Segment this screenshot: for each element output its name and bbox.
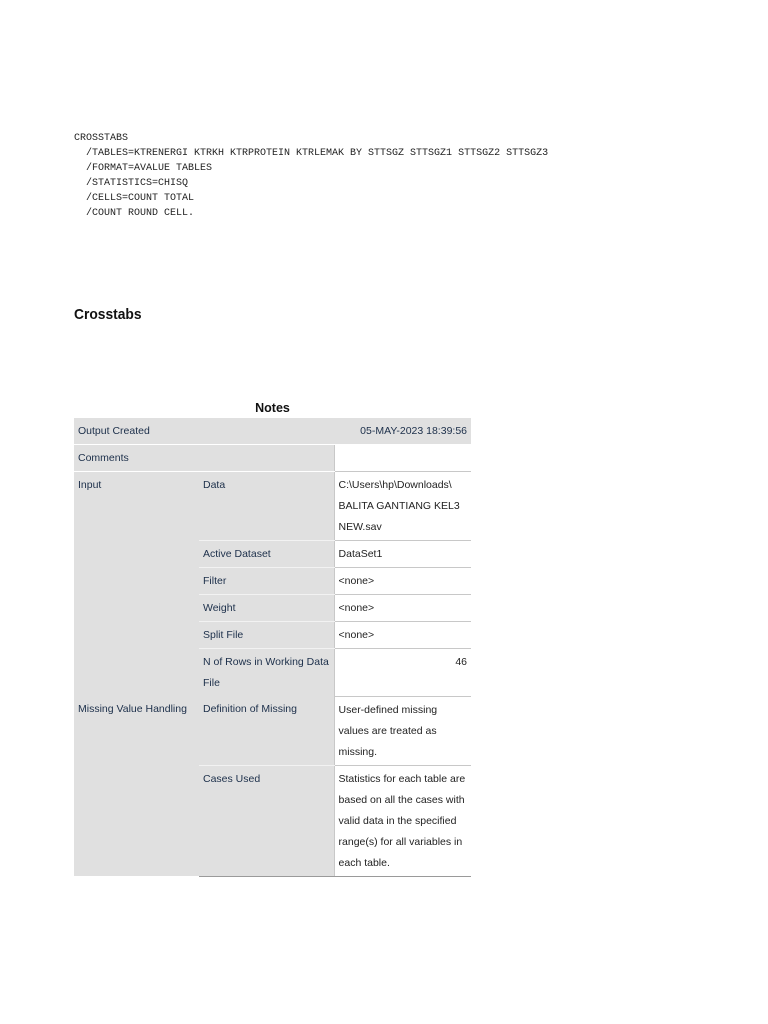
table-row (74, 472, 471, 541)
row-label: Filter (199, 568, 334, 595)
section-heading: Crosstabs (74, 306, 142, 323)
group-label: Missing Value Handling (74, 696, 199, 876)
group-label: Input (74, 472, 199, 697)
syntax-line: /FORMAT=AVALUE TABLES (74, 163, 213, 174)
row-label: Comments (74, 445, 334, 472)
syntax-line: /TABLES=KTRENERGI KTRKH KTRPROTEIN KTRLEMAK BY STTSGZ STTSGZ1 STTSGZ2 STTSGZ3 (74, 148, 549, 159)
row-label: Data (199, 472, 334, 541)
cell-value: DataSet1 (334, 541, 471, 568)
syntax-line: /STATISTICS=CHISQ (74, 178, 189, 189)
table-row (74, 696, 471, 765)
row-label: Output Created (74, 418, 334, 445)
notes-title: Notes (255, 401, 290, 415)
row-label: N of Rows in Working Data File (199, 649, 334, 697)
row-label: Active Dataset (199, 541, 334, 568)
table-row (74, 418, 471, 445)
row-label: Definition of Missing (199, 696, 334, 765)
cell-value: C:\Users\hp\Downloads\ BALITA GANTIANG KEL3 NEW.sav (334, 472, 471, 541)
cell-value: 05-MAY-2023 18:39:56 (334, 418, 471, 445)
syntax-line: CROSSTABS (74, 133, 129, 144)
cell-value: <none> (334, 622, 471, 649)
syntax-line: /CELLS=COUNT TOTAL (74, 193, 195, 204)
syntax-block (74, 131, 548, 221)
notes-table (74, 418, 471, 877)
cell-value: Statistics for each table are based on all the cases with valid data in the specified range(s) for all variables in each table. (334, 765, 471, 876)
row-label: Weight (199, 595, 334, 622)
cell-value (334, 445, 471, 472)
cell-value: 46 (334, 649, 471, 697)
row-label: Split File (199, 622, 334, 649)
syntax-line: /COUNT ROUND CELL. (74, 208, 195, 219)
row-label: Cases Used (199, 765, 334, 876)
cell-value: <none> (334, 595, 471, 622)
cell-value: <none> (334, 568, 471, 595)
table-row (74, 445, 471, 472)
cell-value: User-defined missing values are treated as missing. (334, 696, 471, 765)
